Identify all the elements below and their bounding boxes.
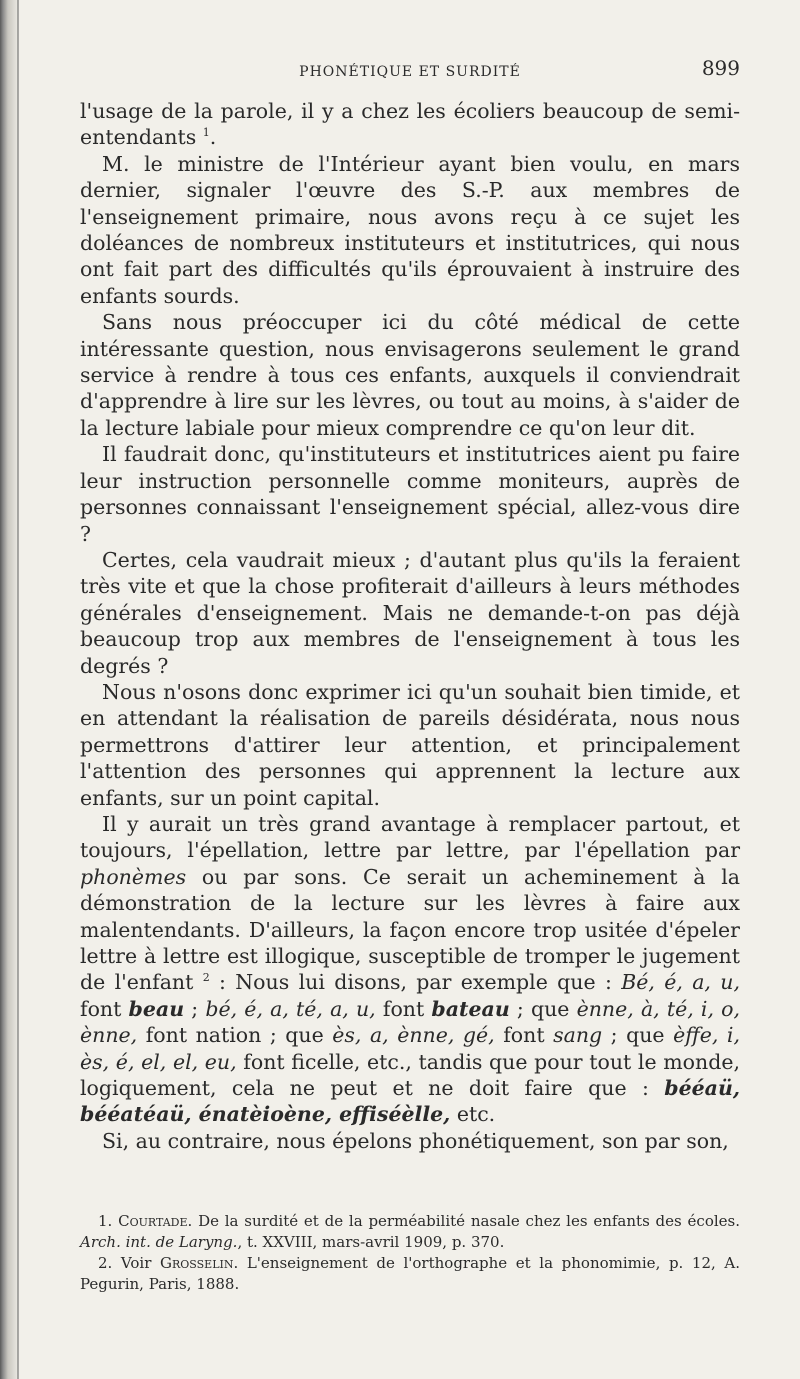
footnote-2: 2. Voir Grosselin. L'enseignement de l'orthographe et la phonomimie, p. 12, A. Pegurin, Paris, 1888. — [80, 1254, 740, 1293]
body-text — [80, 98, 740, 1154]
footnotes — [80, 1211, 740, 1295]
footnote-ref-2: 2 — [202, 971, 210, 985]
paragraph-6: Nous n'osons donc exprimer ici qu'un souhait bien timide, et en attendant la réalisation de pareils désidérata, nous nous permettrons d'attirer leur attention, et principalement l'attention des personnes qui apprennent la lecture aux enfants, sur un point capital. — [80, 679, 740, 810]
running-title: PHONÉTIQUE ET SURDITÉ — [299, 64, 521, 80]
footnote-1: 1. Courtade. De la surdité et de la perméabilité nasale chez les enfants des écoles. Arch. int. de Laryng., t. XXVIII, mars-avril 1909, p. 370. — [80, 1212, 740, 1251]
paragraph-7: Il y aurait un très grand avantage à remplacer partout, et toujours, l'épellation, lettre par lettre, par l'épellation par phonèmes ou par sons. Ce serait un acheminement à la démonstration de la lecture sur les lèvres à faire aux malentendants. D'ailleurs, la façon encore trop usitée d'épeler lettre à lettre est illogique, susceptible de tromper le jugement de l'enfant $^2$ : Nous lui disons, par exemple que : Bé, é, a, u, font beau ; bé, é, a, té, a, u, font bateau ; que ènne, à, té, i, o, ènne, font nation ; que ès, a, ènne, gé, font sang ; que èffe, i, ès, é, el, el, eu, font ficelle, etc., tandis que pour tout le monde, logiquement, cela ne peut et ne doit faire que : bééaü, bééatéaü, énatèioène, effiséèlle, etc. — [80, 811, 740, 1127]
paragraph-3: Sans nous préoccuper ici du côté médical de cette intéressante question, nous envisagerons seulement le grand service à rendre à tous ces enfants, auxquels il conviendrait d'apprendre à lire sur les lèvres, ou tout au moins, à s'aider de la lecture labiale pour mieux comprendre ce qu'on leur dit. — [80, 310, 740, 440]
page-binding-shadow — [0, 0, 18, 1379]
paragraph-1: l'usage de la parole, il y a chez les écoliers beaucoup de semi-entendants $^1$. — [80, 99, 740, 150]
page-header — [80, 56, 740, 86]
paragraph-8: Si, au contraire, nous épelons phonétiquement, son par son, — [102, 1128, 729, 1153]
footnote-ref-1: 1 — [202, 126, 210, 140]
page-binding-line — [17, 0, 19, 1379]
paragraph-4: Il faudrait donc, qu'instituteurs et institutrices aient pu faire leur instruction personnelle comme moniteurs, auprès de personnes connaissant l'enseignement spécial, allez-vous dire ? — [80, 442, 740, 546]
page-number: 899 — [701, 56, 740, 80]
paragraph-5: Certes, cela vaudrait mieux ; d'autant plus qu'ils la feraient très vite et que la chose profiterait d'ailleurs à leurs méthodes générales d'enseignement. Mais ne demande-t-on pas déjà beaucoup trop aux membres de l'enseignement à tous les degrés ? — [80, 547, 740, 678]
paragraph-2: M. le ministre de l'Intérieur ayant bien voulu, en mars dernier, signaler l'œuvre des S.-P. aux membres de l'enseignement primaire, nous avons reçu à ce sujet les doléances de nombreux instituteurs et institutrices, qui nous ont fait part des difficultés qu'ils éprouvaient à instruire des enfants sourds. — [80, 151, 740, 308]
